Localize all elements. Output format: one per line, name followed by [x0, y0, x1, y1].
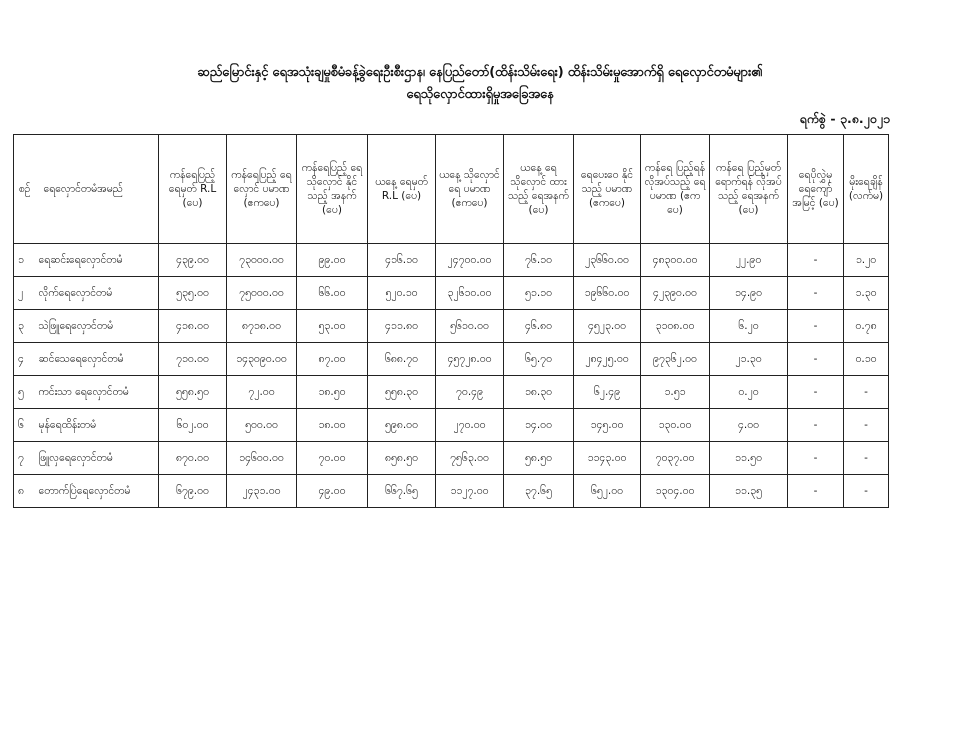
table-row [14, 277, 889, 310]
table-cell: ၁၈.၅၀ [297, 376, 368, 409]
table-cell: ၂၈၄၂၅.၀၀ [574, 343, 641, 376]
table-cell: ၅၆၁၀.၀၀ [436, 310, 504, 343]
table-cell: ၁၁၄၃.၀၀ [574, 442, 641, 475]
table-cell: ၅၅၈.၃၀ [368, 376, 436, 409]
table-cell: ၅၀၀.၀၀ [227, 409, 297, 442]
table-body [14, 244, 889, 508]
table-cell: ၂၇၀.၀၀ [436, 409, 504, 442]
column-header: ကန်ရေပြည့် ရေသိုလှောင် နိုင်သည့် အနက် (ပေ) [297, 135, 368, 244]
table-cell: ၂၄၇၀၀.၀၀ [436, 244, 504, 277]
table-row [14, 376, 889, 409]
table-cell: ၅၅၈.၅၀ [159, 376, 227, 409]
table-cell: ၆၈၈.၇၀ [368, 343, 436, 376]
table-cell: ၁၈.၃၀ [504, 376, 574, 409]
table-cell: ၇၅၀၀၀.၀၀ [227, 277, 297, 310]
column-header: ယနေ့ ရေသိုလှောင် ထားသည့် ရေအနက် (ပေ) [504, 135, 574, 244]
table-cell: ၇၀.၄၉ [436, 376, 504, 409]
table-cell: ၀.၇၈ [844, 310, 889, 343]
table-cell: ၆.၂၀ [710, 310, 788, 343]
table-cell: ၇၂.၀၀ [227, 376, 297, 409]
table-cell: ၄၂၃၉၀.၀၀ [641, 277, 710, 310]
table-cell: ၁၈.၀၀ [297, 409, 368, 442]
table-cell: - [788, 310, 844, 343]
table-cell: ၇၆.၁၀ [504, 244, 574, 277]
table-cell: ၁၄၆၀၀.၀၀ [227, 442, 297, 475]
column-header: မိုးရေချိန် (လက်မ) [844, 135, 889, 244]
table-cell: ၆၆.၀၀ [297, 277, 368, 310]
table-cell: ၁၃၀.၀၀ [641, 409, 710, 442]
table-cell: ၈၇.၀၀ [297, 343, 368, 376]
table-cell: ၃၇.၆၅ [504, 475, 574, 508]
column-header: စဉ် [14, 135, 36, 244]
table-row [14, 475, 889, 508]
table-cell: ၈၇၀.၀၀ [159, 442, 227, 475]
table-cell: ၄၅၇၂၈.၀၀ [436, 343, 504, 376]
table-cell: ၈၅၈.၅၀ [368, 442, 436, 475]
table-cell: ၄၅၂၃.၀၀ [574, 310, 641, 343]
row-number: ၇ [14, 442, 36, 475]
column-header: ယနေ့ ရေမှတ် R.L (ပေ) [368, 135, 436, 244]
table-cell: - [844, 376, 889, 409]
table-cell: ၂၄၃၁.၀၀ [227, 475, 297, 508]
reservoir-name: သဲဖြူရေလှောင်တမံ [36, 310, 159, 343]
table-cell: ၁.၃၀ [844, 277, 889, 310]
table-cell: ၄၁၁.၈၀ [368, 310, 436, 343]
table-cell: ၆၆၇.၆၅ [368, 475, 436, 508]
table-cell: ၇၅၆၃.၀၀ [436, 442, 504, 475]
reservoir-name: မုန်ရေထိန်းတမံ [36, 409, 159, 442]
column-header: ကန်ရေပြည့် ရေမှတ် R.L (ပေ) [159, 135, 227, 244]
row-number: ၁ [14, 244, 36, 277]
table-cell: ၁၁.၃၅ [710, 475, 788, 508]
row-number: ၃ [14, 310, 36, 343]
reservoir-name: တောက်ပြဲရေလှောင်တမံ [36, 475, 159, 508]
reservoir-table [13, 134, 889, 508]
table-cell: ၃၁၀၈.၀၀ [641, 310, 710, 343]
table-cell: ၄၉.၀၀ [297, 475, 368, 508]
report-subtitle: ရေသိုလှောင်ထားရှိမှုအခြေအနေ [406, 87, 554, 102]
table-cell: ၈၇၁၈.၀၀ [227, 310, 297, 343]
table-cell: ၂၁.၃၀ [710, 343, 788, 376]
table-cell: ၆၅၂.၀၀ [574, 475, 641, 508]
column-header: ယနေ့ သိုလှောင်ရေ ပမာဏ (ဧကပေ) [436, 135, 504, 244]
column-header: ကန်ရေ ပြည့်မှတ် ရောက်ရန် လိုအပ်သည့် ရေအနက် (ပေ) [710, 135, 788, 244]
table-cell: ၇၀.၀၀ [297, 442, 368, 475]
table-header [14, 135, 889, 244]
table-cell: ၄၃၉.၀၀ [159, 244, 227, 277]
column-header: ရေလှောင်တမံအမည် [36, 135, 159, 244]
table-row [14, 343, 889, 376]
table-cell: - [788, 277, 844, 310]
table-cell: - [788, 409, 844, 442]
table-cell: ၁၄၃၀၉၀.၀၀ [227, 343, 297, 376]
reservoir-name: ဆင်သေရေလှောင်တမံ [36, 343, 159, 376]
table-cell: - [788, 244, 844, 277]
table-cell: - [844, 442, 889, 475]
row-number: ၅ [14, 376, 36, 409]
table-cell: ၁၁၂၇.၀၀ [436, 475, 504, 508]
row-number: ၄ [14, 343, 36, 376]
table-cell: ၆၅.၇၀ [504, 343, 574, 376]
column-header: ကန်ရေပြည့် ရေလှောင် ပမာဏ (ဧကပေ) [227, 135, 297, 244]
table-cell: ၀.၂၀ [710, 376, 788, 409]
table-cell: ၄၈၃၀၀.၀၀ [641, 244, 710, 277]
row-number: ၂ [14, 277, 36, 310]
column-header: ကန်ရေ ပြည့်ရန် လိုအပ်သည့် ရေပမာဏ (ဧကပေ) [641, 135, 710, 244]
row-number: ၆ [14, 409, 36, 442]
table-cell: ၇၁၀.၀၀ [159, 343, 227, 376]
table-cell: ၆၀၂.၀၀ [159, 409, 227, 442]
table-row [14, 442, 889, 475]
table-cell: ၅၃.၀၀ [297, 310, 368, 343]
table-cell: ၁၄၅.၀၀ [574, 409, 641, 442]
table-cell: ၄၁၆.၁၀ [368, 244, 436, 277]
table-cell: ၇၀၃၇.၀၀ [641, 442, 710, 475]
table-cell: ၂၃၆၆၀.၀၀ [574, 244, 641, 277]
table-cell: ၅၁.၁၀ [504, 277, 574, 310]
table-cell: ၅၂၀.၁၀ [368, 277, 436, 310]
table-cell: ၅၃၅.၀၀ [159, 277, 227, 310]
table-row [14, 310, 889, 343]
table-cell: ၅၉၈.၀၀ [368, 409, 436, 442]
table-cell: ၄၆.၈၀ [504, 310, 574, 343]
table-cell: ၁.၂၀ [844, 244, 889, 277]
table-cell: ၉၉.၀၀ [297, 244, 368, 277]
table-cell: ၆၂.၄၉ [574, 376, 641, 409]
table-cell: ၁၄.၀၀ [504, 409, 574, 442]
table-cell: ၇၃၀၀၀.၀၀ [227, 244, 297, 277]
column-header: ရေပိုလွှဲမှ ရေကျော် အမြင့် (ပေ) [788, 135, 844, 244]
table-cell: ၁၃၀၄.၀၀ [641, 475, 710, 508]
table-cell: ၅၈.၅၀ [504, 442, 574, 475]
report-title: ဆည်မြောင်းနှင့် ရေအသုံးချမှုစီမံခန့်ခွဲရေးဦးစီးဌာန၊ နေပြည်တော်(ထိန်းသိမ်းရေး) ထိန်းသိမ်းမှုအောက်ရှိ ရေလှောင်တမံများ၏ [197, 65, 763, 80]
header-row [14, 135, 889, 244]
table-cell: - [788, 475, 844, 508]
table-cell: ၂၂.၉၀ [710, 244, 788, 277]
table-cell: ၁၁.၅၀ [710, 442, 788, 475]
table-cell: - [788, 343, 844, 376]
reservoir-name: လိုက်ရေလှောင်တမံ [36, 277, 159, 310]
table-cell: ၃၂၆၁၀.၀၀ [436, 277, 504, 310]
reservoir-name: ကင်းသာ ရေလှောင်တမံ [36, 376, 159, 409]
report-date: ရက်စွဲ - ၃.၈.၂၀၂၁ [799, 111, 890, 126]
table-cell: ၁၉၆၆၀.၀၀ [574, 277, 641, 310]
reservoir-name: ဖြူလှရေလှောင်တမံ [36, 442, 159, 475]
reservoir-name: ရေဆင်းရေလှောင်တမံ [36, 244, 159, 277]
row-number: ၈ [14, 475, 36, 508]
table-cell: - [844, 409, 889, 442]
table-row [14, 409, 889, 442]
table-cell: ၉၇၃၆၂.၀၀ [641, 343, 710, 376]
table-cell: - [788, 442, 844, 475]
table-cell: ၄.၀၀ [710, 409, 788, 442]
table-cell: ၁.၅၁ [641, 376, 710, 409]
table-cell: ၄၁၈.၀၀ [159, 310, 227, 343]
table-cell: - [788, 376, 844, 409]
table-cell: - [844, 475, 889, 508]
table-row [14, 244, 889, 277]
table-cell: ၀.၁၀ [844, 343, 889, 376]
column-header: ရေပေးဝေ နိုင်သည့် ပမာဏ (ဧကပေ) [574, 135, 641, 244]
table-cell: ၆၇၉.၀၀ [159, 475, 227, 508]
table-cell: ၁၄.၉၀ [710, 277, 788, 310]
